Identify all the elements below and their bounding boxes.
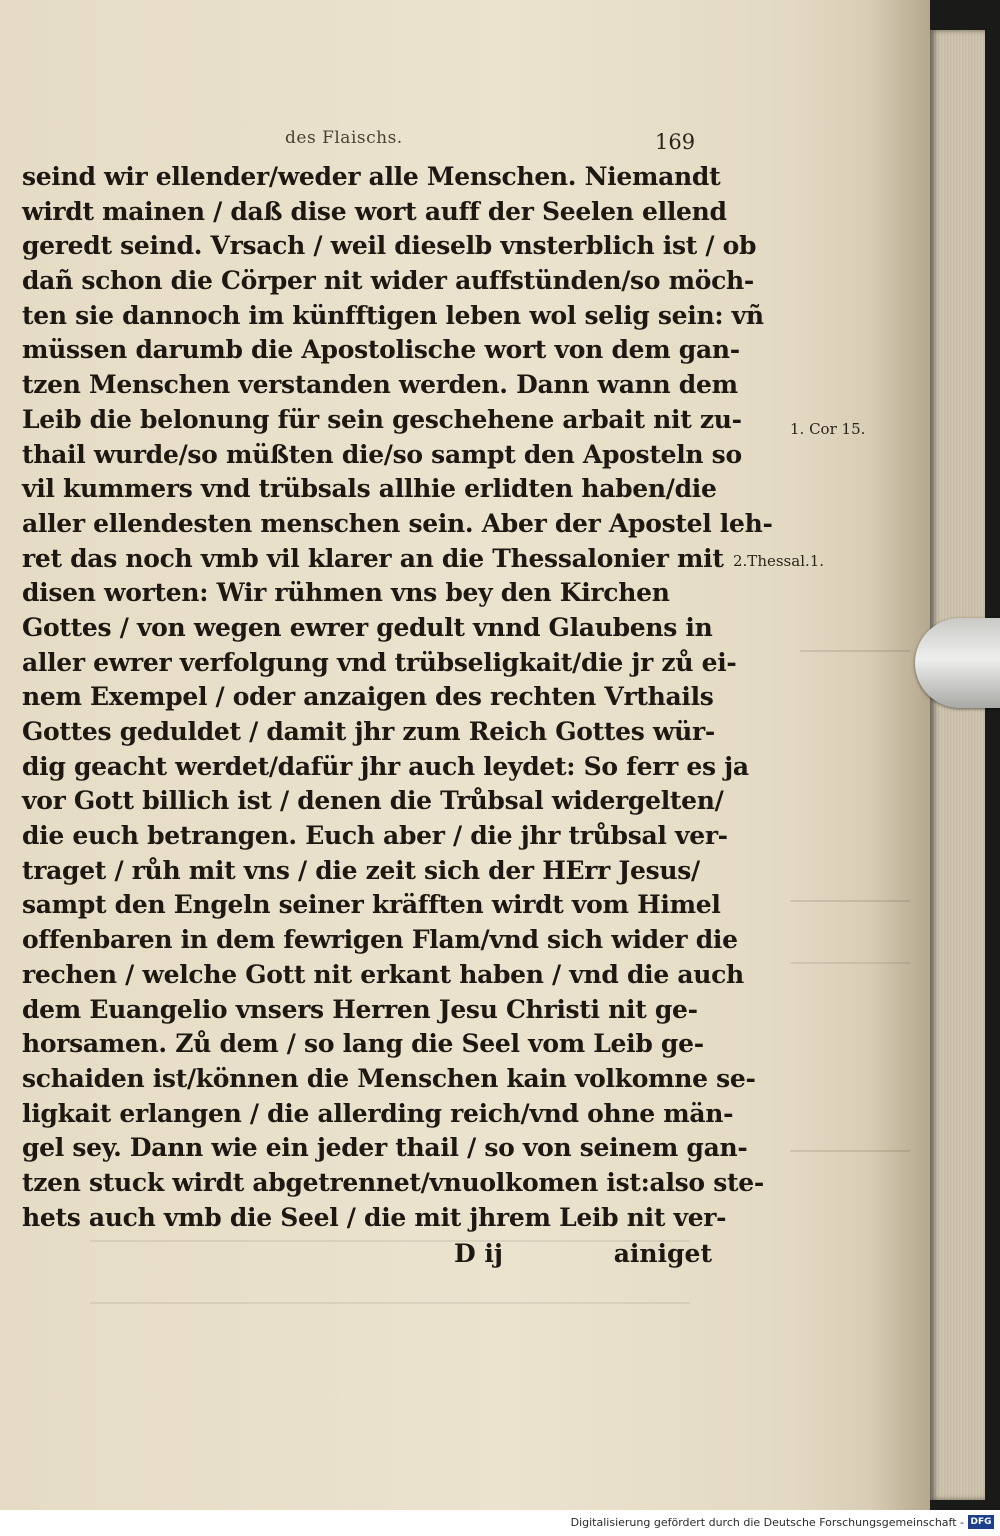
text-line: tzen stuck wirdt abgetrennet/vnuolkomen ist:also ste- — [22, 1167, 764, 1197]
text-line: disen worten: Wir rühmen vns bey den Kirchen — [22, 578, 670, 608]
text-line: horsamen. Zů dem / so lang die Seel vom Leib ge- — [22, 1029, 704, 1059]
body-text — [22, 160, 773, 1235]
text-line: hets auch vmb die Seel / die mit jhrem Leib nit ver- — [22, 1202, 727, 1232]
text-line: vil kummers vnd trübsals allhie erlidten haben/die — [22, 474, 717, 504]
show-through-mark — [90, 1240, 690, 1304]
show-through-mark — [800, 650, 910, 682]
text-line: nem Exempel / oder anzaigen des rechten Vrthails — [22, 682, 714, 712]
text-line: Leib die belonung für sein geschehene arbait nit zu- — [22, 404, 742, 434]
text-line: vor Gott billich ist / denen die Trůbsal widergelten/ — [22, 786, 724, 816]
text-line: schaiden ist/können die Menschen kain volkomne se- — [22, 1063, 756, 1093]
text-line: ten sie dannoch im künfftigen leben wol selig sein: vñ — [22, 300, 764, 330]
text-line: aller ellendesten menschen sein. Aber der Apostel leh- — [22, 508, 773, 538]
text-line: dem Euangelio vnsers Herren Jesu Christi nit ge- — [22, 994, 698, 1024]
text-line: ret das noch vmb vil klarer an die Thessalonier mit — [22, 543, 724, 573]
show-through-mark — [790, 1150, 910, 1172]
text-line: dig geacht werdet/dafür jhr auch leydet: So ferr es ja — [22, 751, 749, 781]
signature-mark: D ij — [454, 1239, 503, 1268]
dfg-logo-icon: DFG — [968, 1515, 994, 1529]
text-line: wirdt mainen / daß dise wort auff der Seelen ellend — [22, 196, 727, 226]
text-line: seind wir ellender/weder alle Menschen. Niemandt — [22, 162, 721, 191]
text-line: traget / růh mit vns / die zeit sich der HErr Jesus/ — [22, 855, 700, 885]
text-line: rechen / welche Gott nit erkant haben / vnd die auch — [22, 959, 744, 989]
footer-bar — [0, 1510, 1000, 1536]
catchword: ainiget — [613, 1239, 712, 1268]
text-line: gel sey. Dann wie ein jeder thail / so von seinem gan- — [22, 1133, 748, 1163]
text-line: aller ewrer verfolgung vnd trübseligkait/die jr zů ei- — [22, 647, 737, 677]
marginal-note-thessal: 2.Thessal.1. — [733, 552, 825, 570]
marginal-note-cor: 1. Cor 15. — [790, 420, 866, 438]
running-head: des Flaischs. — [285, 128, 403, 148]
text-line: ligkait erlangen / die allerding reich/vnd ohne män- — [22, 1098, 734, 1128]
text-line: geredt seind. Vrsach / weil dieselb vnsterblich ist / ob — [22, 231, 757, 261]
text-line: sampt den Engeln seiner kräfften wirdt vom Himel — [22, 890, 721, 920]
funding-credit: Digitalisierung gefördert durch die Deutsche Forschungsgemeinschaft - — [570, 1516, 964, 1529]
text-line: dañ schon die Cörper nit wider auffstünden/so möch- — [22, 266, 754, 296]
text-line: thail wurde/so müßten die/so sampt den Aposteln so — [22, 439, 742, 469]
text-line: die euch betrangen. Euch aber / die jhr trůbsal ver- — [22, 821, 728, 851]
page-edge — [930, 30, 985, 1500]
text-line: müssen darumb die Apostolische wort von dem gan- — [22, 335, 740, 365]
page-number: 169 — [655, 130, 696, 154]
show-through-mark — [790, 900, 910, 964]
text-line: Gottes / von wegen ewrer gedult vnnd Glaubens in — [22, 612, 713, 642]
text-line: tzen Menschen verstanden werden. Dann wann dem — [22, 370, 738, 400]
text-line: offenbaren in dem fewrigen Flam/vnd sich wider die — [22, 925, 738, 955]
page-clip — [915, 618, 1000, 708]
text-line: Gottes geduldet / damit jhr zum Reich Gottes wür- — [22, 717, 715, 746]
